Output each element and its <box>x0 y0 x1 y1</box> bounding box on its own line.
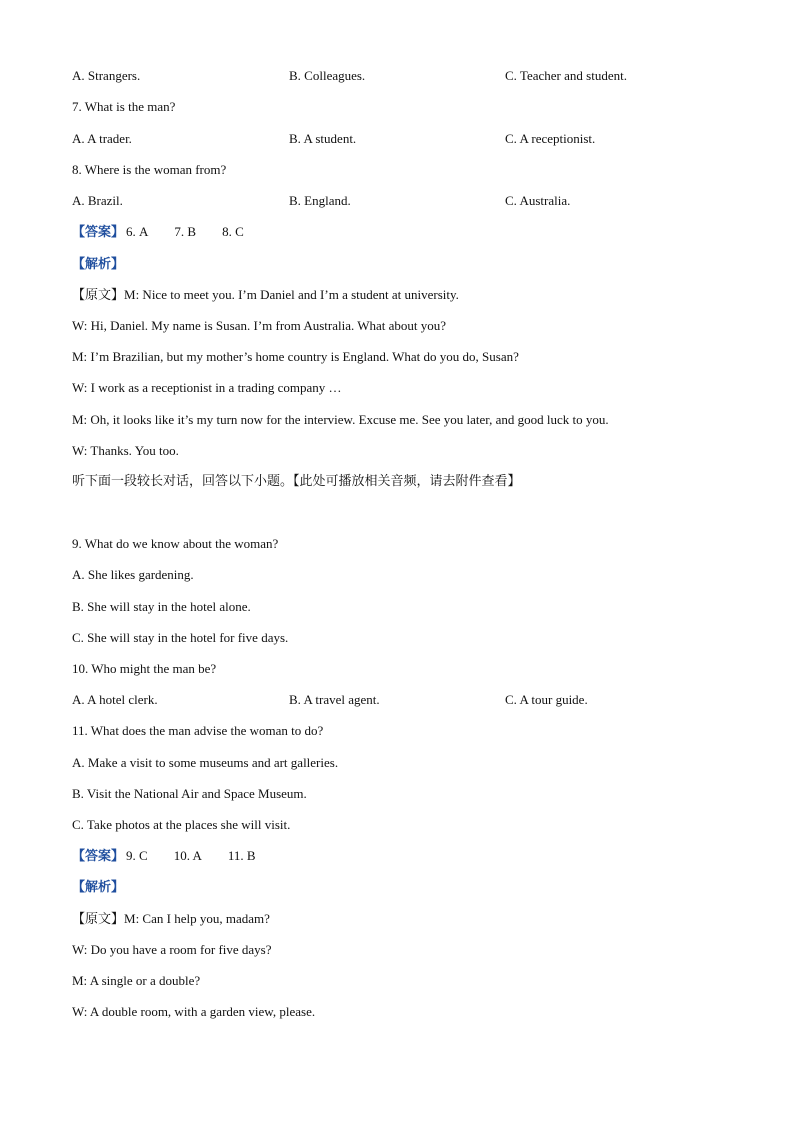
q10-option-a: A. A hotel clerk. <box>72 692 158 707</box>
answer-11: 11. B <box>227 848 256 863</box>
q10-option-c: C. A tour guide. <box>505 692 588 707</box>
transcript-tag: 【原文】 <box>72 912 125 927</box>
transcript-1-line-2: W: Hi, Daniel. My name is Susan. I’m from Australia. What about you? <box>72 318 447 333</box>
answer-7: 7. B <box>174 224 197 239</box>
transcript-2-line-3: M: A single or a double? <box>72 973 201 988</box>
transcript-1-line-3: M: I’m Brazilian, but my mother’s home country is England. What do you do, Susan? <box>72 349 519 364</box>
analysis-heading-1 <box>72 256 124 273</box>
q9-option-a: A. She likes gardening. <box>72 567 194 582</box>
q7-option-b: B. A student. <box>289 131 357 146</box>
answer-6: 6. A <box>126 224 149 239</box>
transcript-2-line-1 <box>72 911 270 928</box>
q9-option-c: C. She will stay in the hotel for five days. <box>72 630 289 645</box>
q6-option-b: B. Colleagues. <box>289 68 366 83</box>
transcript-1-line-5: M: Oh, it looks like it’s my turn now for the interview. Excuse me. See you later, and good luck to you. <box>72 412 609 427</box>
transcript-text: M: Nice to meet you. I’m Daniel and I’m a student at university. <box>124 287 459 302</box>
answer-8: 8. C <box>222 224 244 239</box>
q9-option-b: B. She will stay in the hotel alone. <box>72 599 251 614</box>
q11-option-b: B. Visit the National Air and Space Museum. <box>72 786 307 801</box>
answer-10: 10. A <box>173 848 202 863</box>
q7-question: 7. What is the man? <box>72 99 176 114</box>
answer-tag: 【答案】 <box>72 225 125 240</box>
q11-option-c: C. Take photos at the places she will visit. <box>72 817 291 832</box>
q10-option-b: B. A travel agent. <box>289 692 380 707</box>
transcript-2-line-4: W: A double room, with a garden view, please. <box>72 1004 316 1019</box>
analysis-tag: 【解析】 <box>72 257 125 272</box>
q8-option-b: B. England. <box>289 193 351 208</box>
q11-question: 11. What does the man advise the woman to do? <box>72 723 324 738</box>
listening-instruction: 听下面一段较长对话，回答以下小题。【此处可播放相关音频，请去附件查看】 <box>72 474 521 489</box>
analysis-tag: 【解析】 <box>72 880 125 895</box>
answer-tag: 【答案】 <box>72 849 125 864</box>
transcript-tag: 【原文】 <box>72 288 125 303</box>
q7-option-a: A. A trader. <box>72 131 132 146</box>
answer-line-1 <box>72 224 244 241</box>
q9-question: 9. What do we know about the woman? <box>72 536 279 551</box>
q8-option-a: A. Brazil. <box>72 193 123 208</box>
q8-question: 8. Where is the woman from? <box>72 162 227 177</box>
analysis-heading-2 <box>72 879 124 896</box>
q6-option-a: A. Strangers. <box>72 68 141 83</box>
q11-option-a: A. Make a visit to some museums and art galleries. <box>72 755 339 770</box>
q6-option-c: C. Teacher and student. <box>505 68 627 83</box>
answer-9: 9. C <box>126 848 148 863</box>
transcript-text: M: Can I help you, madam? <box>124 911 270 926</box>
q7-option-c: C. A receptionist. <box>505 131 596 146</box>
answer-line-2 <box>72 848 256 865</box>
transcript-1-line-6: W: Thanks. You too. <box>72 443 179 458</box>
transcript-1-line-1 <box>72 287 459 304</box>
transcript-1-line-4: W: I work as a receptionist in a trading company … <box>72 380 342 395</box>
q10-question: 10. Who might the man be? <box>72 661 217 676</box>
transcript-2-line-2: W: Do you have a room for five days? <box>72 942 272 957</box>
q8-option-c: C. Australia. <box>505 193 571 208</box>
